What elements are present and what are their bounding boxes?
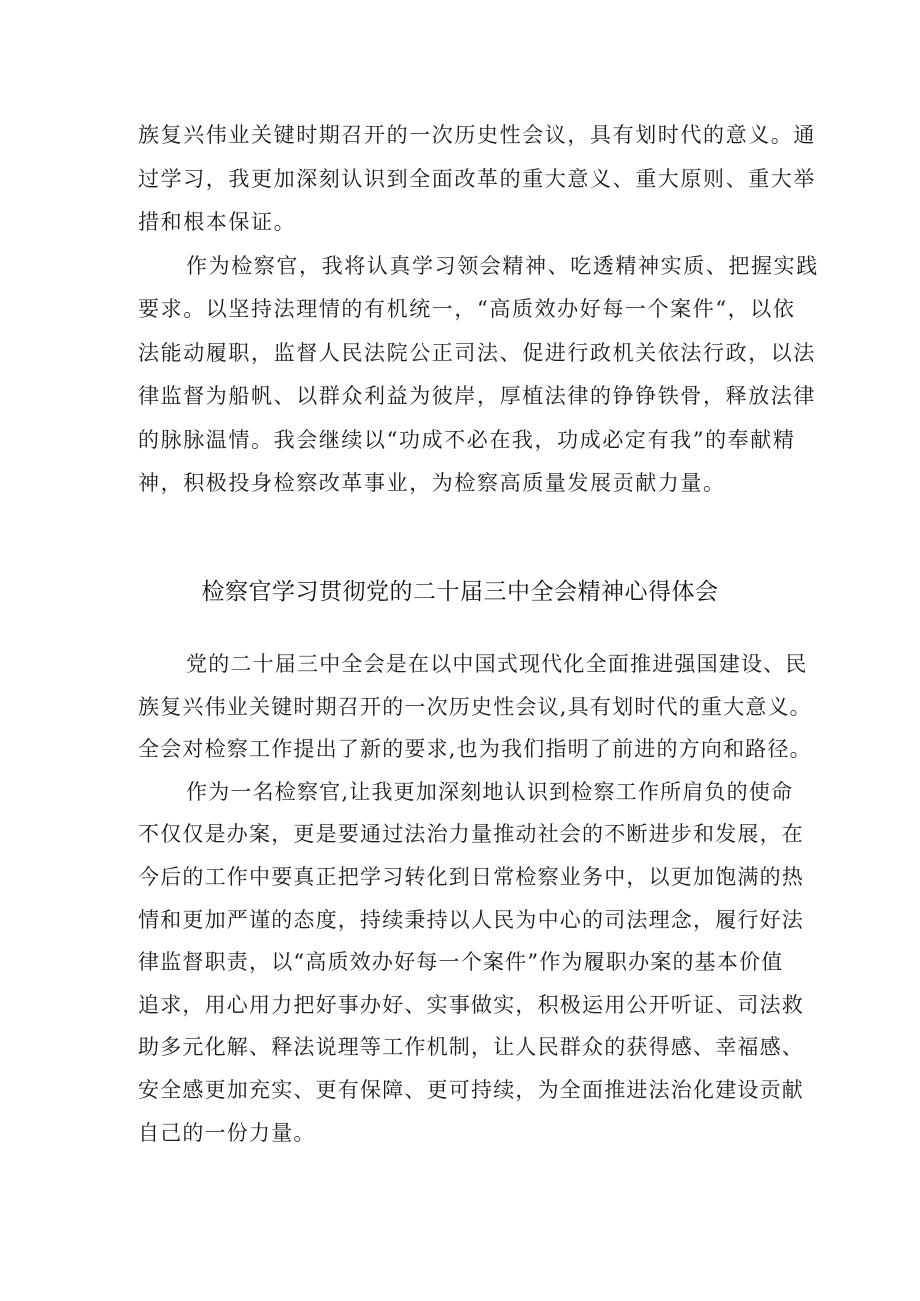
section-two-text [138, 643, 812, 1154]
text-line: 族复兴伟业关键时期召开的一次历史性会议，具有划时代的意义。通 [138, 123, 816, 147]
text-line: 不仅仅是办案，更是要通过法治力量推动社会的不断进步和发展，在 [138, 822, 804, 847]
text-line: 今后的工作中要真正把学习转化到日常检察业务中，以更加饱满的热 [138, 864, 804, 889]
text-line: 安全感更加充实、更有保障、更可持续，为全面推进法治化建设贡献 [138, 1077, 804, 1102]
text-line: 追求，用心用力把好事办好、实事做实，积极运用公开听证、司法救 [138, 992, 804, 1017]
text-line: 党的二十届三中全会是在以中国式现代化全面推进强国建设、民 [186, 652, 808, 676]
text-line: 律监督为船帆、以群众利益为彼岸，厚植法律的铮铮铁骨，释放法律 [138, 384, 816, 408]
paragraph-plenum-intro [138, 643, 812, 771]
text-line: 自己的一份力量。 [138, 1120, 316, 1145]
text-line: 族复兴伟业关键时期召开的一次历史性会议,具有划时代的重大意义。 [138, 694, 812, 719]
text-line: 全会对检察工作提出了新的要求,也为我们指明了前进的方向和路径。 [138, 737, 812, 762]
text-line: 律监督职责，以“高质效办好每一个案件”作为履职办案的基本价值 [138, 950, 784, 975]
text-line: 助多元化解、释法说理等工作机制，让人民群众的获得感、幸福感、 [138, 1035, 804, 1060]
paragraph-continuation [138, 114, 816, 245]
paragraph-prosecutor-mission [138, 771, 804, 1154]
article-title: 检察官学习贯彻党的二十届三中全会精神心得体会 [201, 579, 719, 606]
text-line: 作为一名检察官,让我更加深刻地认识到检察工作所肩负的使命 [186, 779, 794, 804]
text-line: 要求。以坚持法理情的有机统一，“高质效办好每一个案件“，以依 [138, 297, 796, 321]
text-line: 情和更加严谨的态度，持续秉持以人民为中心的司法理念，履行好法 [138, 907, 804, 932]
text-line: 措和根本保证。 [138, 210, 297, 234]
text-line: 的脉脉温情。我会继续以“功成不必在我，功成必定有我”的奉献精 [138, 427, 796, 452]
text-line: 作为检察官，我将认真学习领会精神、吃透精神实质、把握实践 [186, 253, 819, 278]
section-one-text [138, 114, 819, 506]
text-line: 神，积极投身检察改革事业，为检察高质量发展贡献力量。 [138, 471, 726, 495]
text-line: 过学习，我更加深刻认识到全面改革的重大意义、重大原则、重大举 [138, 166, 816, 191]
text-line: 法能动履职，监督人民法院公正司法、促进行政机关依法行政，以法 [138, 340, 816, 365]
paragraph-prosecutor-commitment [138, 245, 819, 506]
